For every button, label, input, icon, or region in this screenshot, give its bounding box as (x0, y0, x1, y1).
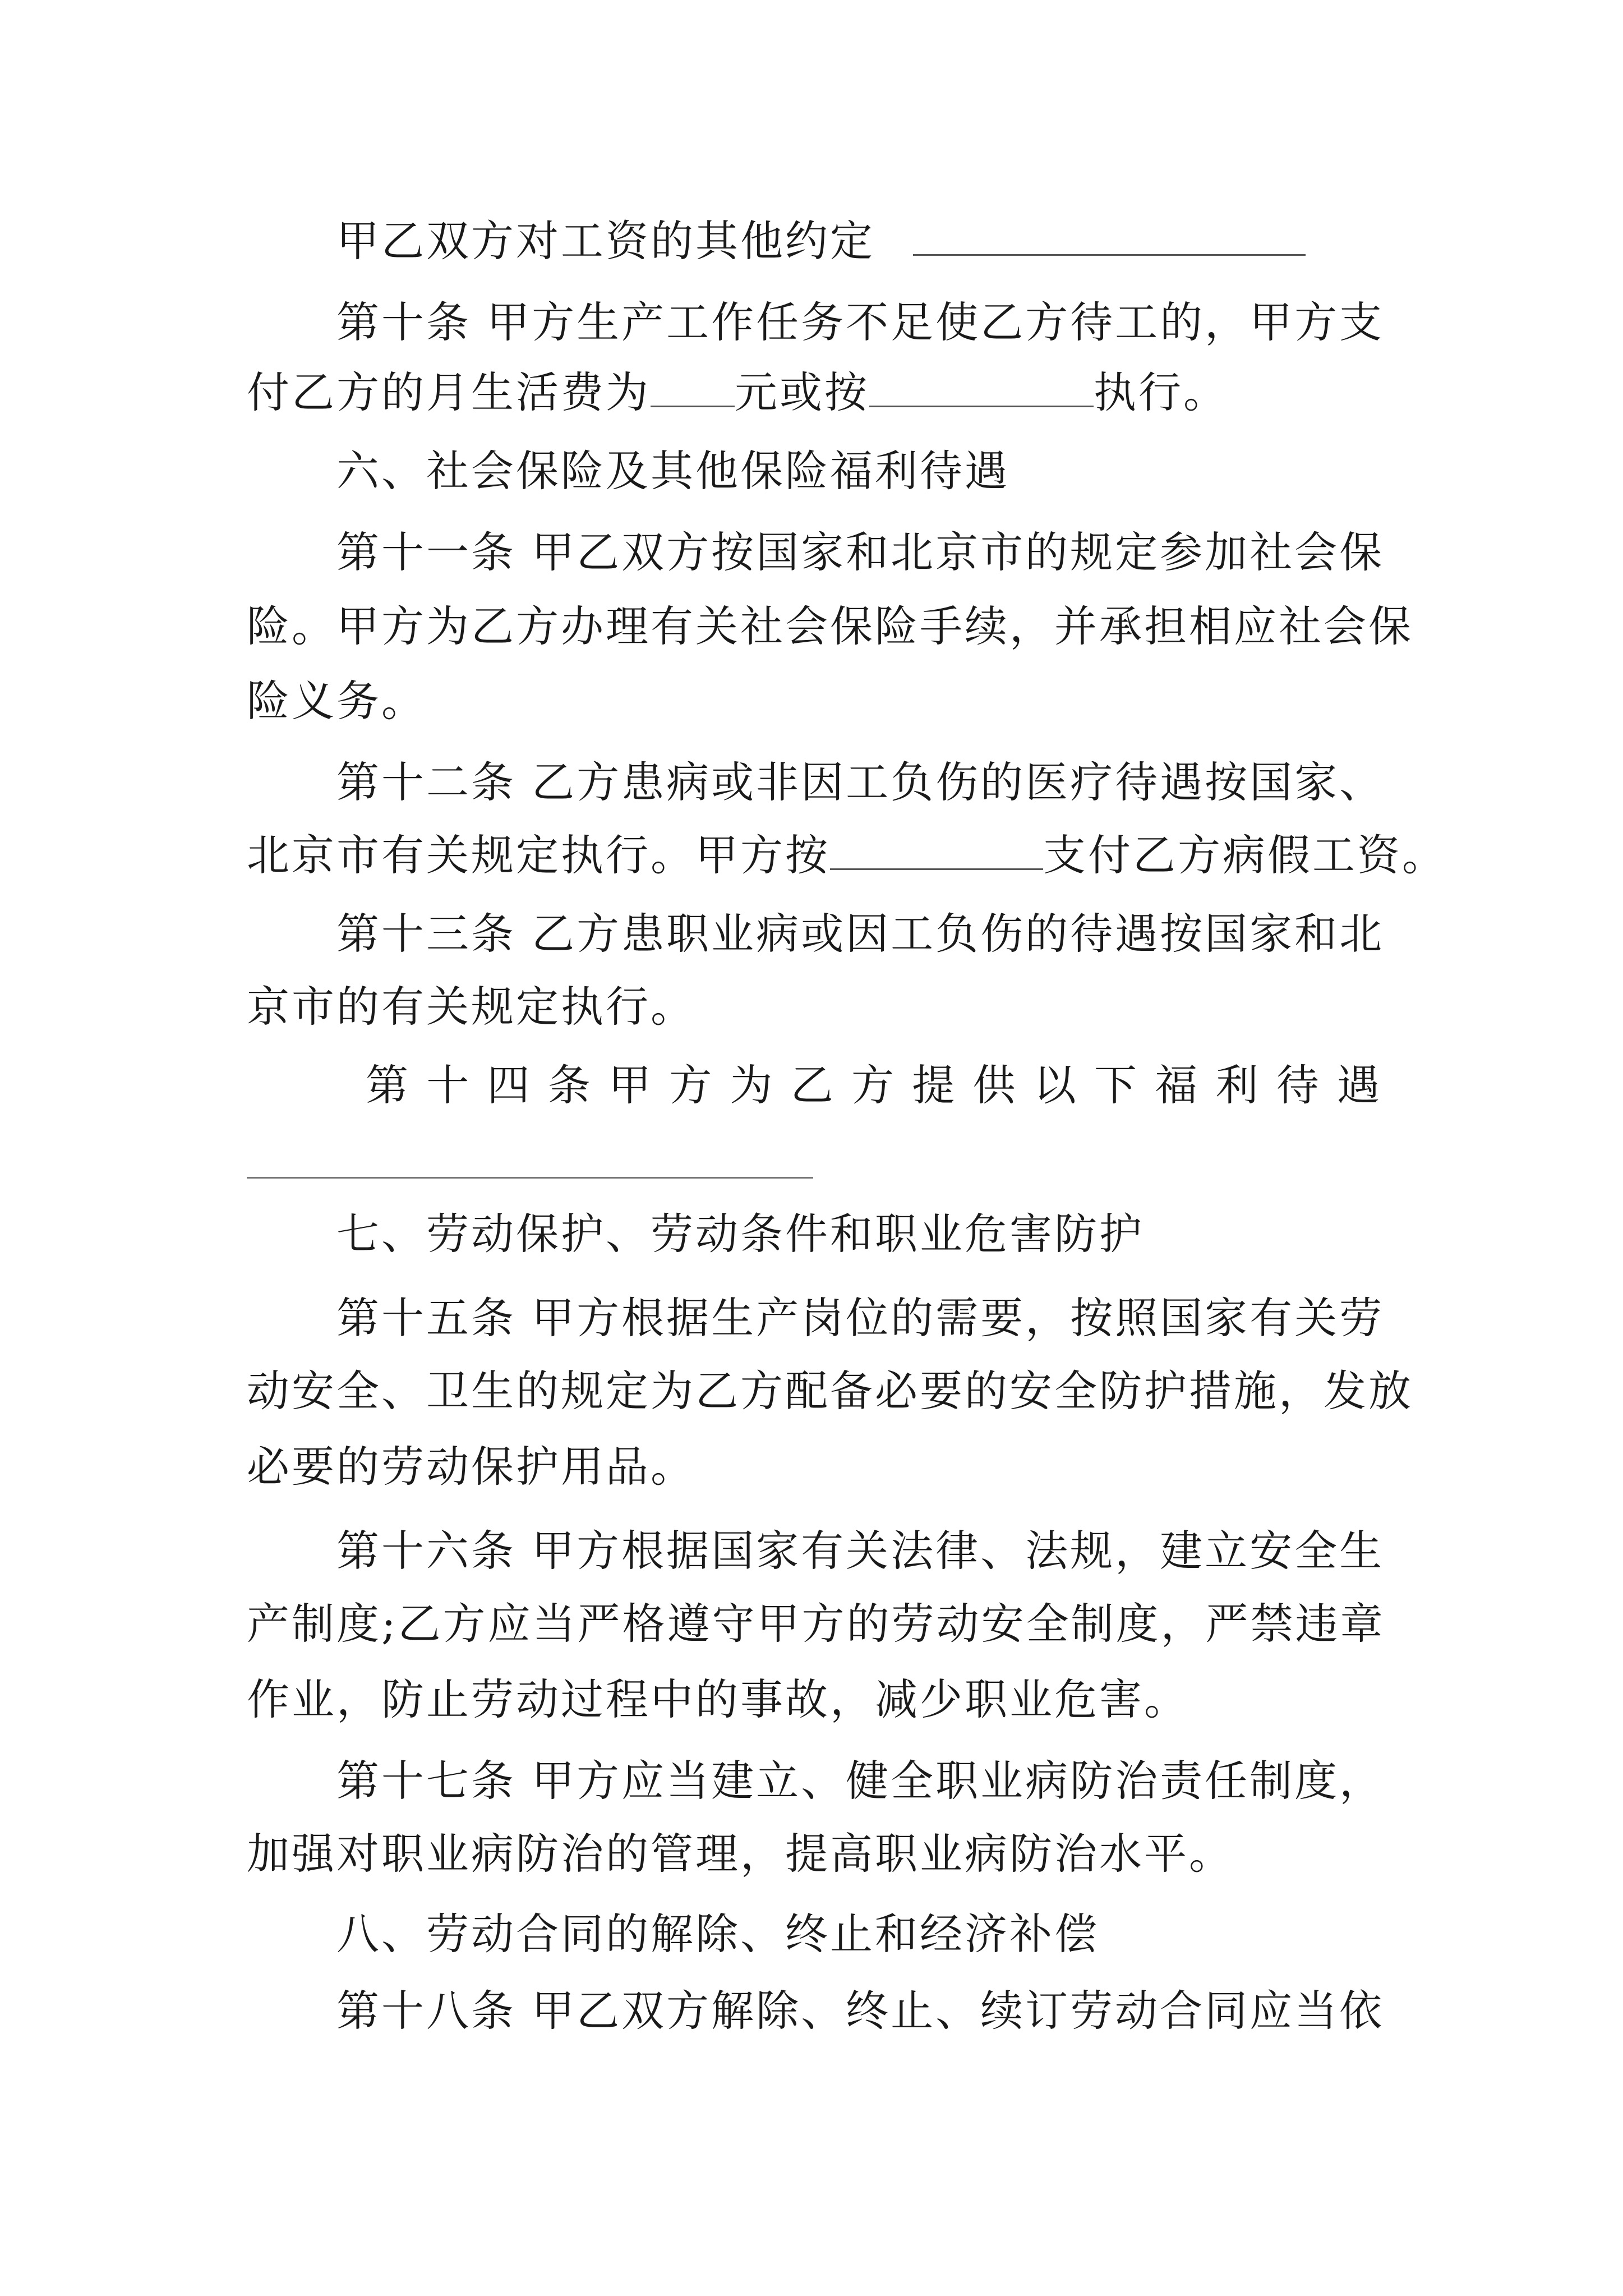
text-line (336, 213, 1380, 269)
text-line: 产制度;乙方应当严格遵守甲方的劳动安全制度，严禁违章 (247, 1599, 1385, 1649)
text-line: 第十一条 甲乙双方按国家和北京市的规定参加社会保 (336, 527, 1385, 577)
text-line: 第十五条 甲方根据生产岗位的需要，按照国家有关劳 (336, 1293, 1385, 1343)
text-segment: 甲乙双方对工资的其他约定 (336, 216, 875, 266)
text-line: 第十八条 甲乙双方解除、终止、续订劳动合同应当依 (336, 1986, 1385, 2036)
section-heading: 六、社会保险及其他保险福利待遇 (336, 446, 1009, 496)
text-line: 第十七条 甲方应当建立、健全职业病防治责任制度， (336, 1756, 1385, 1806)
fill-in-blank[interactable] (830, 829, 1043, 870)
text-segment: 付乙方的月生活费为 (247, 367, 651, 417)
fill-in-blank[interactable] (869, 366, 1094, 407)
text-segment: 支付乙方病假工资。 (1043, 830, 1447, 880)
text-line: 险。甲方为乙方办理有关社会保险手续，并承担相应社会保 (247, 601, 1413, 651)
text-line (247, 365, 1380, 421)
text-segment: 元或按 (735, 367, 869, 417)
text-segment: 执行。 (1094, 367, 1228, 417)
text-line: 险义务。 (247, 676, 426, 726)
text-line (247, 827, 1447, 884)
text-line: 京市的有关规定执行。 (247, 982, 695, 1032)
fill-in-blank[interactable] (651, 366, 735, 407)
text-line: 必要的劳动保护用品。 (247, 1442, 695, 1492)
text-line: 第 十 四 条 甲 方 为 乙 方 提 供 以 下 福 利 待 遇 (366, 1060, 1380, 1110)
text-line: 动安全、卫生的规定为乙方配备必要的安全防护措施，发放 (247, 1366, 1413, 1416)
text-line: 作业，防止劳动过程中的事故，减少职业危害。 (247, 1674, 1189, 1724)
section-heading: 七、劳动保护、劳动条件和职业危害防护 (336, 1209, 1144, 1259)
text-line: 第十二条 乙方患病或非因工负伤的医疗待遇按国家、 (336, 757, 1385, 807)
fill-in-blank[interactable] (247, 1177, 813, 1179)
text-line: 第十三条 乙方患职业病或因工负伤的待遇按国家和北 (336, 909, 1385, 959)
fill-in-blank[interactable] (913, 215, 1306, 256)
text-line: 第十条 甲方生产工作任务不足使乙方待工的，甲方支 (336, 297, 1385, 347)
text-segment: 北京市有关规定执行。甲方按 (247, 830, 830, 880)
section-heading: 八、劳动合同的解除、终止和经济补偿 (336, 1909, 1099, 1959)
text-line: 第十六条 甲方根据国家有关法律、法规，建立安全生 (336, 1526, 1385, 1576)
text-line: 加强对职业病防治的管理，提高职业病防治水平。 (247, 1829, 1234, 1879)
